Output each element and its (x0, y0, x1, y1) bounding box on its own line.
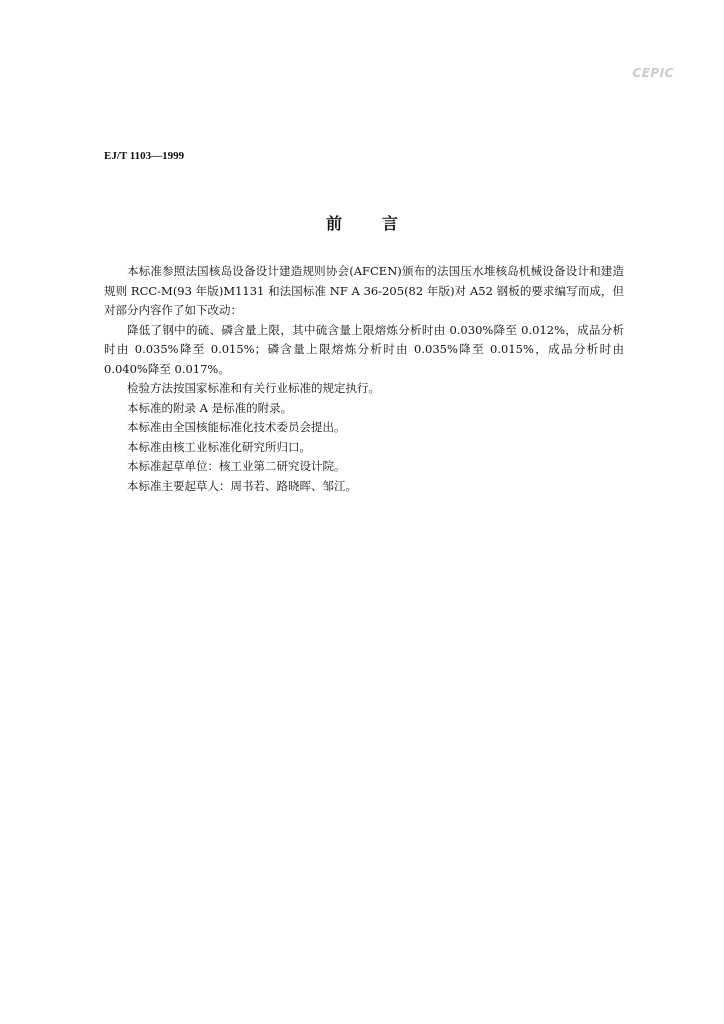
paragraph-proposed-by: 本标准由全国核能标准化技术委员会提出。 (127, 420, 346, 434)
standard-code-header: EJ/T 1103—1999 (104, 150, 185, 162)
page-title: 前言 (325, 214, 438, 233)
paragraph-drafting-unit: 本标准起草单位：核工业第二研究设计院。 (127, 459, 346, 473)
preface-body (104, 262, 624, 496)
paragraph-centralized-by: 本标准由核工业标准化研究所归口。 (127, 439, 311, 454)
paragraph-test-methods: 检验方法按国家标准和有关行业标准的规定执行。 (127, 381, 380, 395)
paragraph-drafters: 本标准主要起草人：周书若、路晓晖、邹江。 (127, 478, 357, 493)
paragraph-sulfur-phosphorus-limits: 降低了钢中的硫、磷含量上限，其中硫含量上限熔炼分析时由 0.030%降至 0.012%，成品分析时由 0.035%降至 0.015%；磷含量上限熔炼分析时由 0.035%降至 0.015%，成品分析时由 0.040%降至 0.017%。 (104, 322, 624, 376)
cepic-watermark-logo: CEPIC (632, 66, 674, 80)
paragraph-appendix-a: 本标准的附录 A 是标准的附录。 (127, 400, 293, 415)
paragraph-reference-basis: 本标准参照法国核岛设备设计建造规则协会(AFCEN)颁布的法国压水堆核岛机械设备设计和建造规则 RCC-M(93 年版)M1131 和法国标准 NF A 36-205(82 年版)对 A52 钢板的要求编写而成，但对部分内容作了如下改动： (104, 264, 624, 317)
